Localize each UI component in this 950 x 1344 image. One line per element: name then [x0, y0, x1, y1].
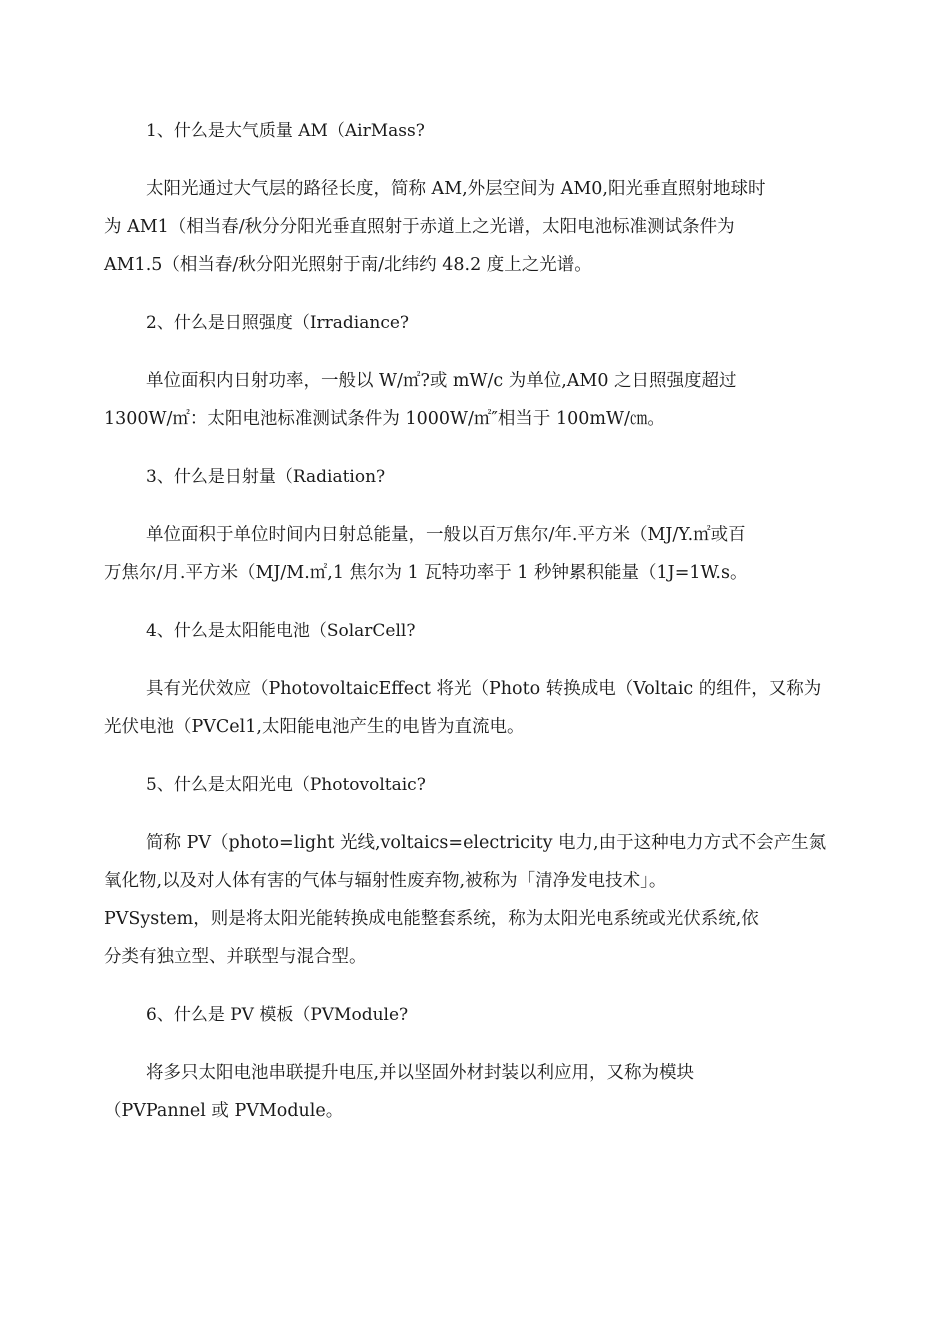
answer-line: 万焦尔/月.平方米（MJ/M.㎡,1 焦尔为 1 瓦特功率于 1 秒钟累积能量（1J=1W.s。: [104, 563, 748, 583]
section-2: [104, 310, 848, 438]
question-heading: 4、什么是太阳能电池（SolarCell?: [146, 621, 416, 641]
answer-line: 光伏电池（PVCel1,太阳能电池产生的电皆为直流电。: [104, 717, 525, 737]
section-1: [104, 118, 848, 284]
answer-paragraph: [104, 516, 848, 592]
question-heading: 2、什么是日照强度（Irradiance?: [146, 313, 410, 333]
answer-line: 单位面积于单位时间内日射总能量，一般以百万焦尔/年.平方米（MJ/Y.㎡或百: [146, 525, 746, 545]
answer-line: （PVPannel 或 PVModule。: [104, 1101, 344, 1121]
answer-line: 具有光伏效应（PhotovoltaicEffect 将光（Photo 转换成电（Voltaic 的组件，又称为: [146, 679, 822, 699]
answer-line: AM1.5（相当春/秋分阳光照射于南/北纬约 48.2 度上之光谱。: [104, 255, 592, 275]
question-heading: 1、什么是大气质量 AM（AirMass?: [146, 121, 425, 141]
section-3: [104, 464, 848, 592]
answer-line: 分类有独立型、并联型与混合型。: [104, 947, 367, 967]
answer-line: 1300W/㎡：太阳电池标准测试条件为 1000W/㎡″相当于 100mW/㎝。: [104, 409, 665, 429]
question-heading: 6、什么是 PV 模板（PVModule?: [146, 1005, 409, 1025]
answer-paragraph: [104, 824, 848, 976]
document-page: [104, 118, 848, 1156]
answer-line: 氧化物,以及对人体有害的气体与辐射性废弃物,被称为「清净发电技术」。: [104, 871, 667, 891]
answer-paragraph: [104, 670, 848, 746]
answer-line: PVSystem，则是将太阳光能转换成电能整套系统，称为太阳光电系统或光伏系统,依: [104, 909, 759, 929]
answer-line: 单位面积内日射功率，一般以 W/㎡?或 mW/c 为单位,AM0 之日照强度超过: [146, 371, 737, 391]
answer-paragraph: [104, 362, 848, 438]
answer-paragraph: [104, 1054, 848, 1130]
section-6: [104, 1002, 848, 1130]
section-4: [104, 618, 848, 746]
answer-line: 将多只太阳电池串联提升电压,并以坚固外材封装以利应用，又称为模块: [146, 1063, 695, 1083]
answer-paragraph: [104, 170, 848, 284]
question-heading: 5、什么是太阳光电（Photovoltaic?: [146, 775, 426, 795]
answer-line: 太阳光通过大气层的路径长度，简称 AM,外层空间为 AM0,阳光垂直照射地球时: [146, 179, 766, 199]
question-heading: 3、什么是日射量（Radiation?: [146, 467, 386, 487]
answer-line: 简称 PV（photo=light 光线,voltaics=electricity 电力,由于这种电力方式不会产生氮: [146, 833, 827, 853]
section-5: [104, 772, 848, 976]
answer-line: 为 AM1（相当春/秋分分阳光垂直照射于赤道上之光谱，太阳电池标准测试条件为: [104, 217, 735, 237]
